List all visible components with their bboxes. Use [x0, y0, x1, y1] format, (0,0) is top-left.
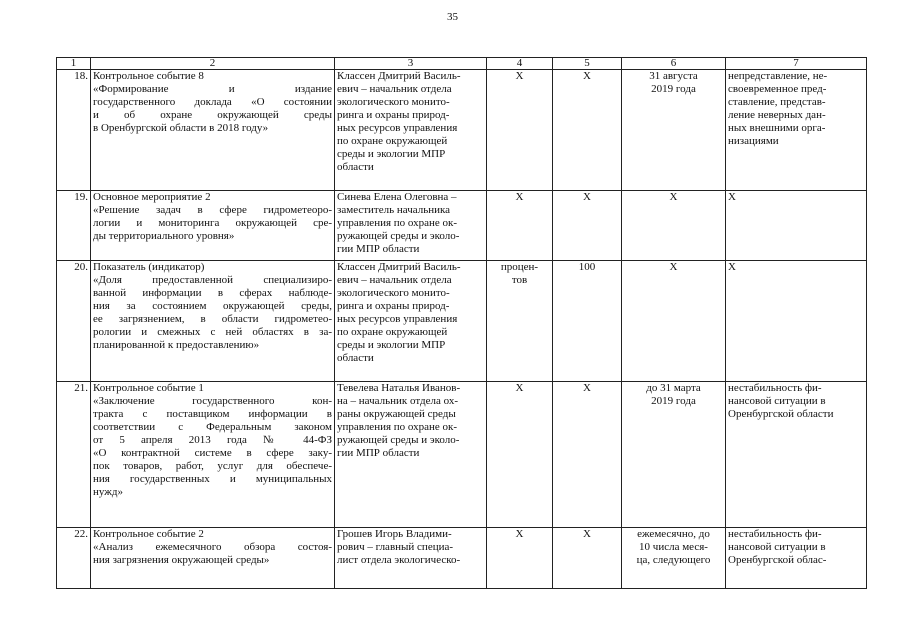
- unit-cell: [487, 261, 553, 382]
- text-line: Основное мероприятие 2: [93, 191, 211, 203]
- column-header: 6: [622, 58, 726, 70]
- value-cell: [553, 261, 622, 382]
- text-line: Контрольное событие 2: [93, 528, 204, 540]
- text-line: евич – начальник отдела: [337, 274, 452, 286]
- text-line: Синева Елена Олеговна –: [337, 191, 457, 203]
- text-line: Показатель (индикатор): [93, 261, 205, 273]
- text-line: 2019 года: [651, 395, 696, 407]
- activity-name-cell: [91, 528, 335, 589]
- row-number-cell: 20.: [57, 261, 91, 382]
- text-line: логии и мониторинга окружающей сре-: [93, 217, 332, 229]
- text-line: ния государственных и муниципальных: [93, 473, 332, 485]
- text-line: Классен Дмитрий Василь-: [337, 261, 461, 273]
- text-line: ринга и охраны природ-: [337, 109, 450, 121]
- text-line: ринга и охраны природ-: [337, 300, 450, 312]
- text-line: заместитель начальника: [337, 204, 451, 216]
- responsible-cell: [335, 70, 487, 191]
- table-row: [57, 528, 867, 589]
- text-line: нестабильность фи-: [728, 528, 822, 540]
- text-line: по охране окружающей: [337, 135, 448, 147]
- text-line: государственного доклада «О состоянии: [93, 96, 332, 108]
- value-cell: [553, 70, 622, 191]
- text-line: 31 августа: [649, 70, 698, 82]
- table-row: [57, 70, 867, 191]
- text-line: ды территориального уровня»: [93, 230, 235, 242]
- activity-name-cell: [91, 191, 335, 261]
- text-line: евич – начальник отдела: [337, 83, 452, 95]
- text-line: «Анализ ежемесячного обзора состоя-: [93, 541, 332, 553]
- text-line: экологического монито-: [337, 96, 450, 108]
- responsible-cell: [335, 382, 487, 528]
- activity-name-cell: [91, 261, 335, 382]
- text-line: Х: [515, 70, 524, 82]
- row-number-cell: 22.: [57, 528, 91, 589]
- row-number-cell: 19.: [57, 191, 91, 261]
- text-line: ных внешними орга-: [728, 122, 826, 134]
- text-line: нужд»: [93, 486, 123, 498]
- responsible-cell: [335, 528, 487, 589]
- text-line: тов: [511, 274, 528, 286]
- text-line: ния за состоянием окружающей среды,: [93, 300, 332, 312]
- deadline-cell: [622, 191, 726, 261]
- text-line: Х: [669, 191, 678, 203]
- column-header: 1: [57, 58, 91, 70]
- value-cell: [553, 382, 622, 528]
- text-line: «О контрактной системе в сфере заку-: [93, 447, 332, 459]
- text-line: Х: [583, 70, 591, 82]
- column-header: 2: [91, 58, 335, 70]
- activity-name-cell: [91, 70, 335, 191]
- text-line: «Доля предоставленной специализиро-: [93, 274, 332, 286]
- text-line: Х: [515, 528, 524, 540]
- row-number-cell: 21.: [57, 382, 91, 528]
- measures-table: [56, 57, 867, 589]
- text-line: Х: [515, 382, 524, 394]
- text-line: Х: [728, 191, 736, 203]
- text-line: 10 числа меся-: [639, 541, 708, 553]
- text-line: своевременное пред-: [728, 83, 827, 95]
- text-line: Грошев Игорь Владими-: [337, 528, 452, 540]
- text-line: до 31 марта: [646, 382, 701, 394]
- column-header: 5: [553, 58, 622, 70]
- risk-cell: [726, 528, 867, 589]
- text-line: ставление, представ-: [728, 96, 826, 108]
- table-row: [57, 191, 867, 261]
- text-line: области: [337, 352, 374, 364]
- text-line: Тевелева Наталья Иванов-: [337, 382, 461, 394]
- value-cell: [553, 528, 622, 589]
- text-line: ных ресурсов управления: [337, 313, 458, 325]
- responsible-cell: [335, 261, 487, 382]
- text-line: ца, следующего: [636, 554, 711, 566]
- text-line: ния загрязнения окружающей среды»: [93, 554, 270, 566]
- text-line: 100: [578, 261, 596, 273]
- text-line: управления по охране ок-: [337, 217, 458, 229]
- deadline-cell: [622, 261, 726, 382]
- risk-cell: [726, 70, 867, 191]
- header-row: [57, 58, 867, 70]
- text-line: в Оренбургской области в 2018 году»: [93, 122, 269, 134]
- risk-cell: [726, 382, 867, 528]
- deadline-cell: [622, 70, 726, 191]
- text-line: среды и экологии МПР: [337, 148, 446, 160]
- text-line: планированной к предоставлению»: [93, 339, 260, 351]
- text-line: ных ресурсов управления: [337, 122, 458, 134]
- value-cell: [553, 191, 622, 261]
- text-line: Х: [669, 261, 678, 273]
- text-line: среды и экологии МПР: [337, 339, 446, 351]
- text-line: ежемесячно, до: [637, 528, 710, 540]
- text-line: ление неверных дан-: [728, 109, 826, 121]
- deadline-cell: [622, 382, 726, 528]
- row-number-cell: 18.: [57, 70, 91, 191]
- text-line: Классен Дмитрий Василь-: [337, 70, 461, 82]
- text-line: «Заключение государственного кон-: [93, 395, 332, 407]
- text-line: по охране окружающей: [337, 326, 448, 338]
- text-line: соответствии с Федеральным законом: [93, 421, 332, 433]
- text-line: ванной информации в сферах наблюде-: [93, 287, 332, 299]
- text-line: Х: [583, 382, 591, 394]
- column-header: 7: [726, 58, 867, 70]
- text-line: от 5 апреля 2013 года № 44-ФЗ: [93, 434, 332, 446]
- text-line: рович – главный специа-: [337, 541, 454, 553]
- page-number: 35: [447, 11, 458, 23]
- text-line: и об охране окружающей среды: [93, 109, 332, 121]
- unit-cell: [487, 70, 553, 191]
- text-line: Оренбургской области: [728, 408, 834, 420]
- text-line: ружающей среды и эколо-: [337, 434, 460, 446]
- column-header: 3: [335, 58, 487, 70]
- unit-cell: [487, 382, 553, 528]
- text-line: Контрольное событие 1: [93, 382, 204, 394]
- text-line: «Формирование и издание: [93, 83, 332, 95]
- text-line: низациями: [728, 135, 779, 147]
- text-line: Оренбургской облас-: [728, 554, 827, 566]
- text-line: непредставление, не-: [728, 70, 828, 82]
- deadline-cell: [622, 528, 726, 589]
- text-line: Х: [583, 191, 591, 203]
- text-line: экологического монито-: [337, 287, 450, 299]
- text-line: на – начальник отдела ох-: [337, 395, 458, 407]
- unit-cell: [487, 528, 553, 589]
- text-line: ее загрязнением, в области гидрометео-: [93, 313, 332, 325]
- table-row: [57, 261, 867, 382]
- text-line: раны окружающей среды: [337, 408, 456, 420]
- text-line: лист отдела экологическо-: [337, 554, 461, 566]
- text-line: нансовой ситуации в: [728, 395, 826, 407]
- text-line: нестабильность фи-: [728, 382, 822, 394]
- text-line: пок товаров, работ, услуг для обеспече-: [93, 460, 332, 472]
- text-line: управления по охране ок-: [337, 421, 458, 433]
- text-line: тракта с поставщиком информации в: [93, 408, 332, 420]
- responsible-cell: [335, 191, 487, 261]
- text-line: Х: [728, 261, 736, 273]
- text-line: ружающей среды и эколо-: [337, 230, 460, 242]
- text-line: нансовой ситуации в: [728, 541, 826, 553]
- risk-cell: [726, 261, 867, 382]
- text-line: гии МПР области: [337, 243, 420, 255]
- text-line: процен-: [500, 261, 539, 273]
- unit-cell: [487, 191, 553, 261]
- text-line: Х: [583, 528, 591, 540]
- text-line: Х: [515, 191, 524, 203]
- text-line: рологии и смежных с ней областях в за-: [93, 326, 332, 338]
- text-line: 2019 года: [651, 83, 696, 95]
- text-line: «Решение задач в сфере гидрометеоро-: [93, 204, 332, 216]
- activity-name-cell: [91, 382, 335, 528]
- risk-cell: [726, 191, 867, 261]
- text-line: Контрольное событие 8: [93, 70, 204, 82]
- table-row: [57, 382, 867, 528]
- column-header: 4: [487, 58, 553, 70]
- text-line: области: [337, 161, 374, 173]
- text-line: гии МПР области: [337, 447, 420, 459]
